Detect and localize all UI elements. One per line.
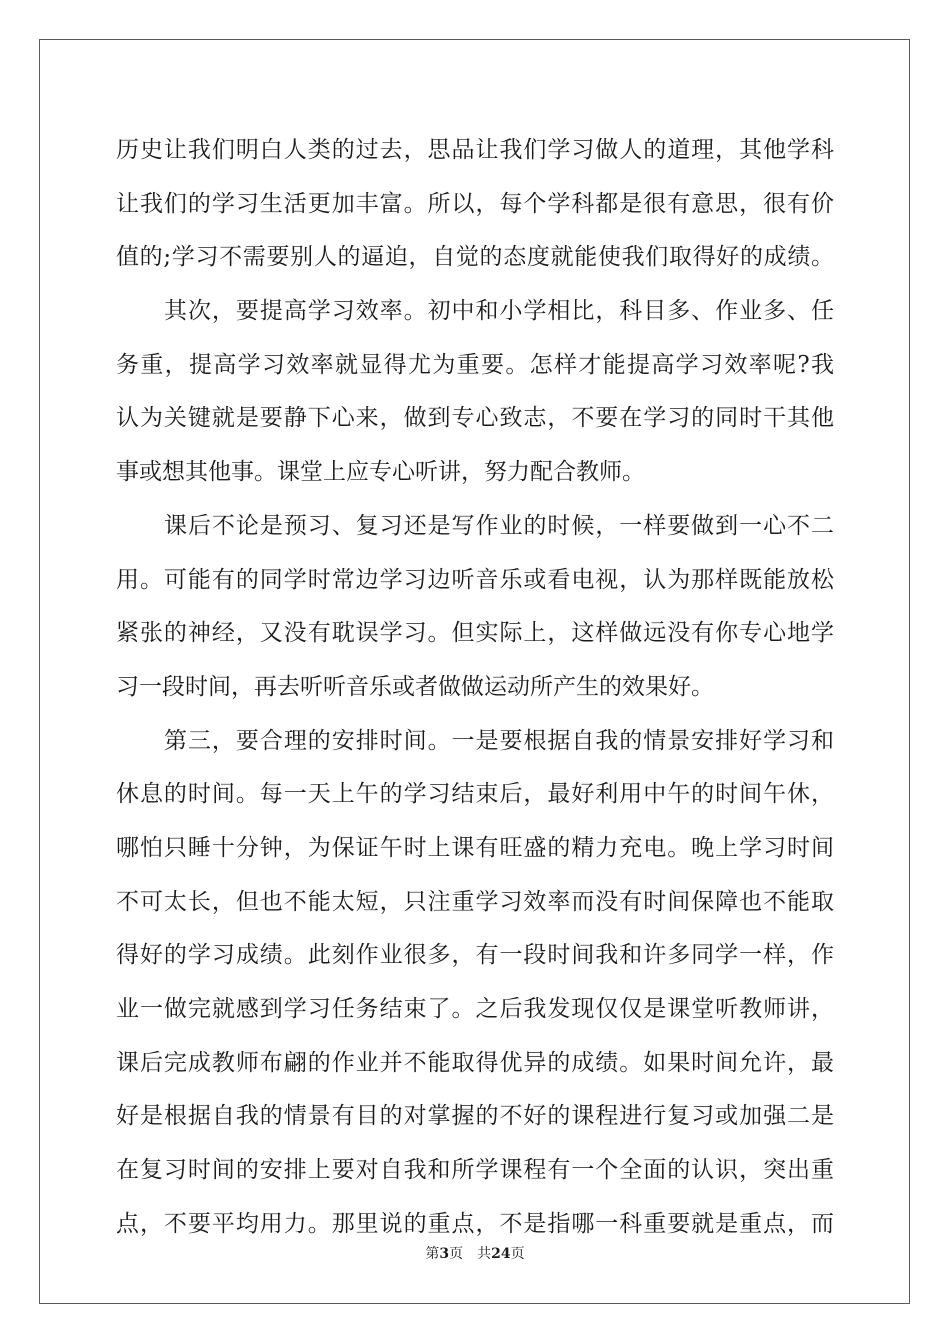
document-body: [116, 124, 834, 1251]
text-line: 哪怕只睡十分钟，为保证午时上课有旺盛的精力充电。晚上学习时间: [116, 834, 834, 861]
text-line: 紧张的神经，又没有耽误学习。但实际上，这样做远没有你专心地学: [116, 620, 834, 647]
text-line: 点，不要平均用力。那里说的重点，不是指哪一科重要就是重点，而: [116, 1210, 834, 1237]
text-line: 休息的时间。每一天上午的学习结束后，最好利用中午的时间午休，: [116, 781, 834, 808]
text-line: 用。可能有的同学时常边学习边听音乐或看电视，认为那样既能放松: [116, 566, 834, 593]
text-line: 务重，提高学习效率就显得尤为重要。怎样才能提高学习效率呢?我: [116, 351, 834, 378]
paragraph-first-line: 第三，要合理的安排时间。一是要根据自我的情景安排好学习和: [164, 727, 834, 754]
text-line: 值的;学习不需要别人的逼迫，自觉的态度就能使我们取得好的成绩。: [116, 244, 834, 271]
page-label-suffix: 页: [449, 1246, 464, 1262]
total-label-prefix: 共: [477, 1246, 492, 1262]
total-label-suffix: 页: [510, 1246, 525, 1262]
current-page-number: 3: [439, 1246, 450, 1262]
text-line: 课后完成教师布翩的作业并不能取得优异的成绩。如果时间允许，最: [116, 1049, 834, 1076]
text-line: 好是根据自我的情景有目的对掌握的不好的课程进行复习或加强二是: [116, 1103, 834, 1130]
page-footer: [0, 1244, 950, 1264]
paragraph-last-line: 习一段时间，再去听听音乐或者做做运动所产生的效果好。: [116, 673, 714, 700]
text-line: 得好的学习成绩。此刻作业很多，有一段时间我和许多同学一样，作: [116, 942, 834, 969]
text-line: 认为关键就是要静下心来，做到专心致志，不要在学习的同时干其他: [116, 405, 834, 432]
paragraph-first-line: 其次，要提高学习效率。初中和小学相比，科目多、作业多、任: [164, 298, 834, 325]
total-page-count: 24: [491, 1246, 511, 1262]
paragraph-first-line: 课后不论是预习、复习还是写作业的时候，一样要做到一心不二: [164, 512, 834, 539]
text-line: 不可太长，但也不能太短，只注重学习效率而没有时间保障也不能取: [116, 888, 834, 915]
page-label-prefix: 第: [425, 1246, 440, 1262]
text-line: 在复习时间的安排上要对自我和所学课程有一个全面的认识，突出重: [116, 1157, 834, 1184]
text-line: 业一做完就感到学习任务结束了。之后我发现仅仅是课堂听教师讲，: [116, 996, 834, 1022]
text-line: 让我们的学习生活更加丰富。所以，每个学科都是很有意思，很有价: [116, 190, 834, 217]
paragraph-last-line: 事或想其他事。课堂上应专心听讲，努力配合教师。: [116, 459, 645, 486]
text-line: 历史让我们明白人类的过去，思品让我们学习做人的道理，其他学科: [116, 137, 834, 163]
